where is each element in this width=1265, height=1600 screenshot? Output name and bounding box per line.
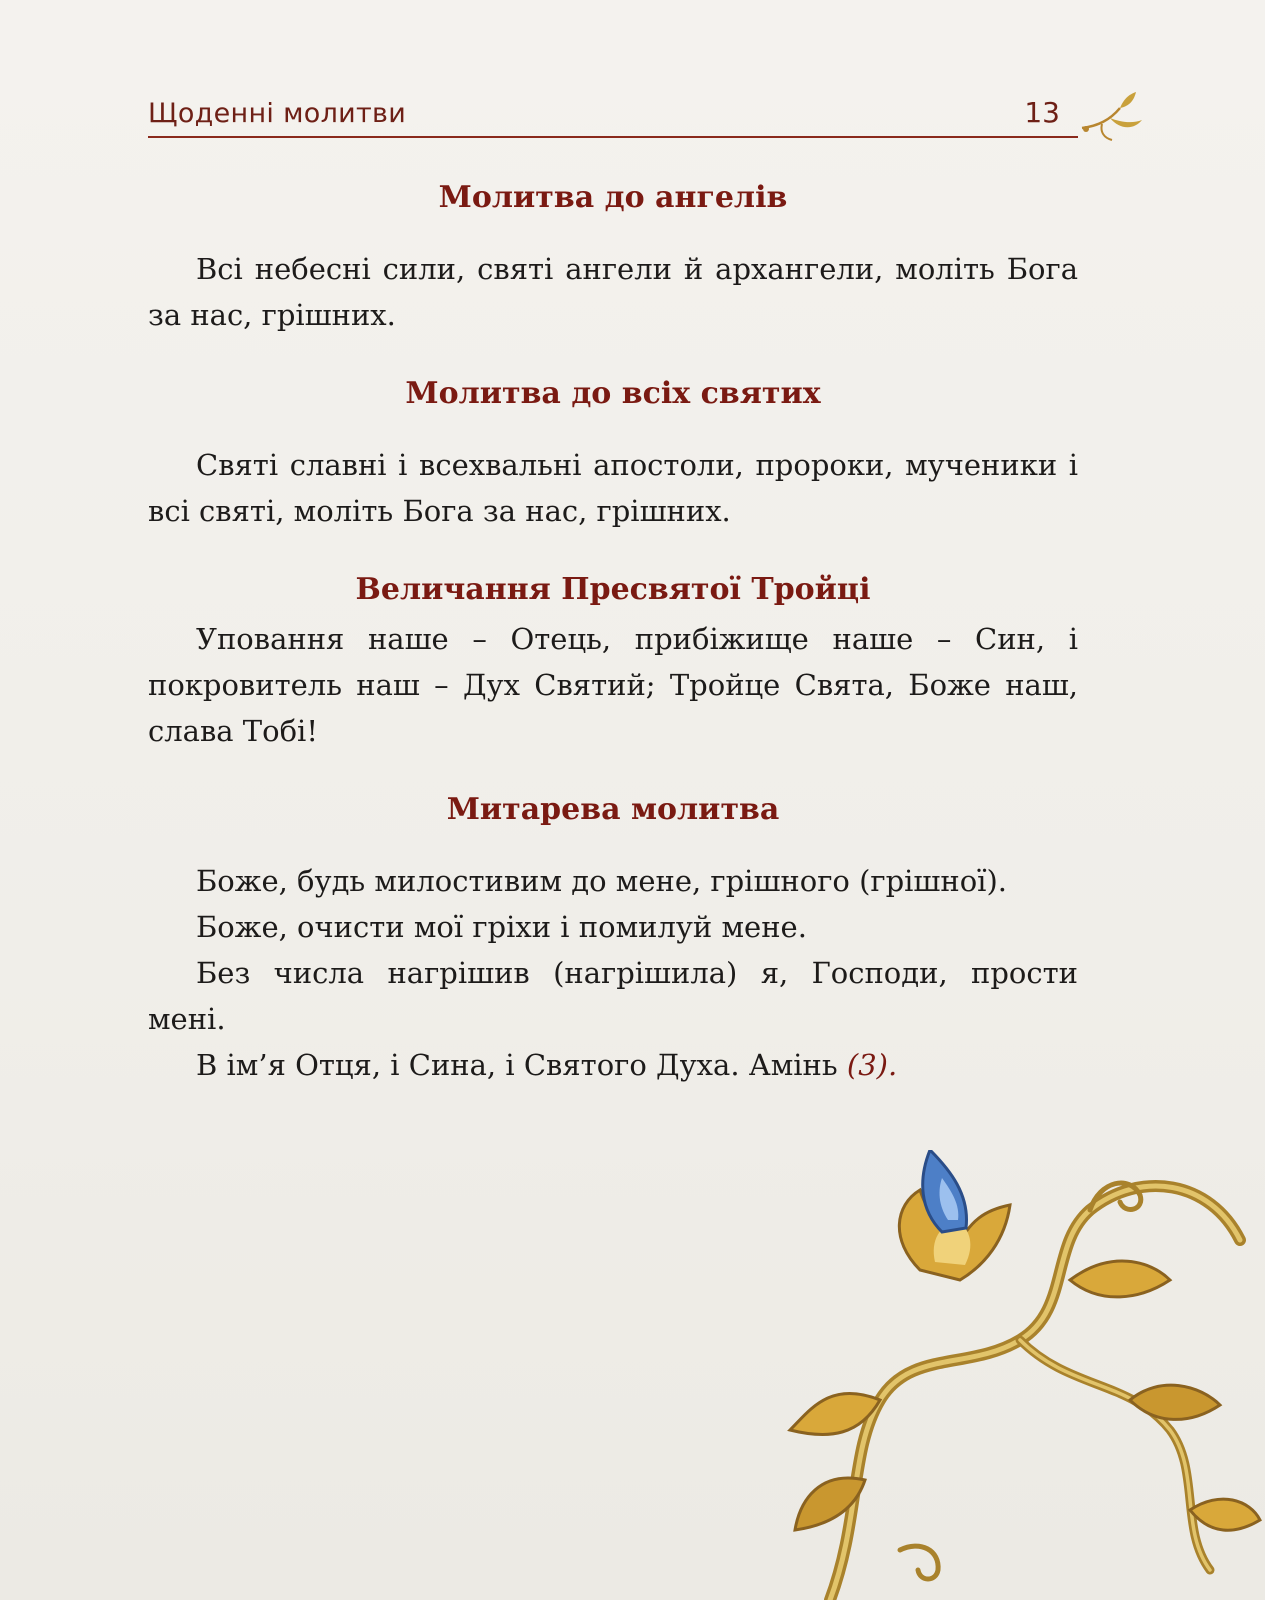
publican-prayer-line-1: Боже, будь милостивим до мене, грішного (грішної).: [196, 864, 1007, 898]
publican-prayer-line-2: Боже, очисти мої гріхи і помилуй мене.: [196, 910, 807, 944]
running-head-title: Щоденні молитви: [148, 98, 407, 129]
prayer-to-angels-text: Всі небесні сили, святі ангели й архангели, моліть Бога за нас, грішних.: [148, 252, 1078, 332]
running-head: [148, 96, 1078, 138]
heading-prayer-to-all-saints: Молитва до всіх святих: [405, 376, 821, 411]
publican-prayer-line-3: Без числа нагрішив (нагрішила) я, Господи, прости мені.: [148, 956, 1078, 1036]
heading-trinity-magnification: Величання Пресвятої Тройці: [355, 572, 871, 607]
publican-prayer-line-4: [148, 1042, 1078, 1088]
publican-prayer-amen: В ім’я Отця, і Сина, і Святого Духа. Амінь: [196, 1048, 838, 1082]
repeat-three-times-marker: (3).: [846, 1048, 898, 1082]
prayer-to-all-saints-text: Святі славні і всехвальні апостоли, пророки, мученики і всі святі, моліть Бога за нас, грішних.: [148, 448, 1078, 528]
header-floral-ornament-icon: [1080, 86, 1146, 144]
trinity-magnification-text: Уповання наше – Отець, прибіжище наше – Син, і покровитель наш – Дух Святий; Тройце Свята, Боже наш, слава Тобі!: [148, 622, 1078, 748]
page-number: 13: [1024, 96, 1060, 129]
heading-prayer-to-angels: Молитва до ангелів: [438, 180, 788, 215]
prayer-content: [148, 172, 1078, 1088]
floral-ornament-icon: [770, 1150, 1265, 1600]
heading-publican-prayer: Митарева молитва: [446, 792, 780, 827]
